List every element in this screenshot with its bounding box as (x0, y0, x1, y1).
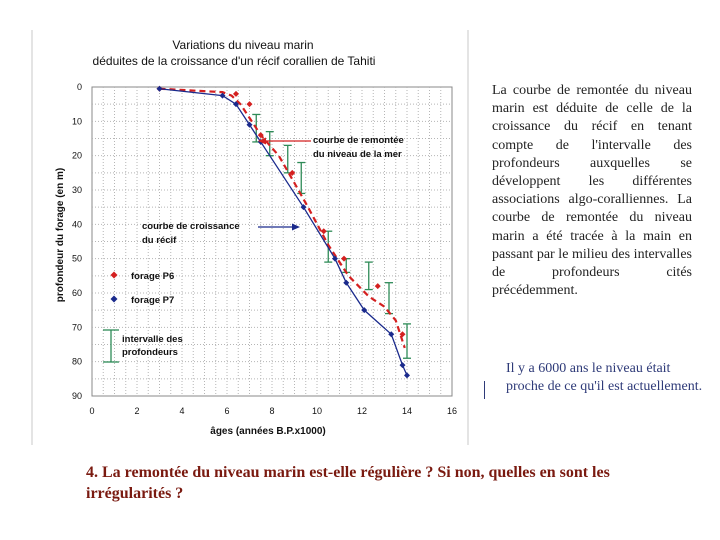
y-tick-label: 0 (76, 82, 82, 92)
legend-interval-label: intervalle des (122, 334, 183, 345)
y-tick-label: 90 (71, 391, 82, 401)
legend-p7-label: forage P7 (131, 295, 175, 306)
chart-subtitle: déduites de la croissance d'un récif corallien de Tahiti (92, 54, 376, 68)
x-tick-label: 2 (134, 406, 140, 416)
x-tick-label: 6 (224, 406, 230, 416)
x-tick-label: 10 (311, 406, 323, 416)
y-axis-label: profondeur du forage (en m) (55, 167, 66, 303)
chart-title: Variations du niveau marin (172, 38, 314, 52)
x-tick-label: 16 (446, 406, 458, 416)
side-note: Il y a 6000 ans le niveau était proche de ce qu'il est actuellement. (506, 361, 703, 394)
y-tick-label: 80 (71, 356, 82, 367)
reef-curve-label: courbe de croissance (142, 221, 240, 232)
explanation-text: La courbe de remontée du niveau marin est déduite de celle de la croissance du récif en tenant compte de l'intervalle des profondeurs auxquelles se développent les différentes associations algo-coralliennes. La courbe de remontée du niveau marin a été tracée à la main en passant par le milieu des intervalles de profondeurs cités précédemment. (492, 83, 692, 299)
y-tick-label: 50 (71, 253, 82, 264)
y-tick-label: 30 (71, 185, 82, 195)
x-tick-label: 4 (179, 406, 185, 416)
note-marker (484, 381, 485, 399)
y-tick-label: 70 (71, 322, 82, 333)
x-tick-label: 0 (89, 406, 95, 416)
sea-level-curve-label: courbe de remontée (313, 135, 404, 146)
x-tick-label: 8 (269, 406, 275, 416)
x-axis-label: âges (années B.P.x1000) (210, 426, 326, 437)
y-tick-label: 40 (71, 219, 82, 230)
legend-interval-label: profondeurs (122, 347, 178, 358)
y-tick-label: 10 (71, 116, 82, 127)
question-text: 4. La remontée du niveau marin est-elle régulière ? Si non, quelles en sont les irrégularités ? (86, 464, 610, 502)
reef-curve-label: du récif (142, 235, 177, 246)
y-tick-label: 60 (71, 288, 82, 298)
legend-p6-label: forage P6 (131, 271, 175, 282)
x-tick-label: 12 (356, 406, 368, 416)
x-tick-label: 14 (401, 406, 413, 416)
sea-level-curve-label: du niveau de la mer (313, 149, 402, 160)
y-tick-label: 20 (71, 150, 82, 161)
